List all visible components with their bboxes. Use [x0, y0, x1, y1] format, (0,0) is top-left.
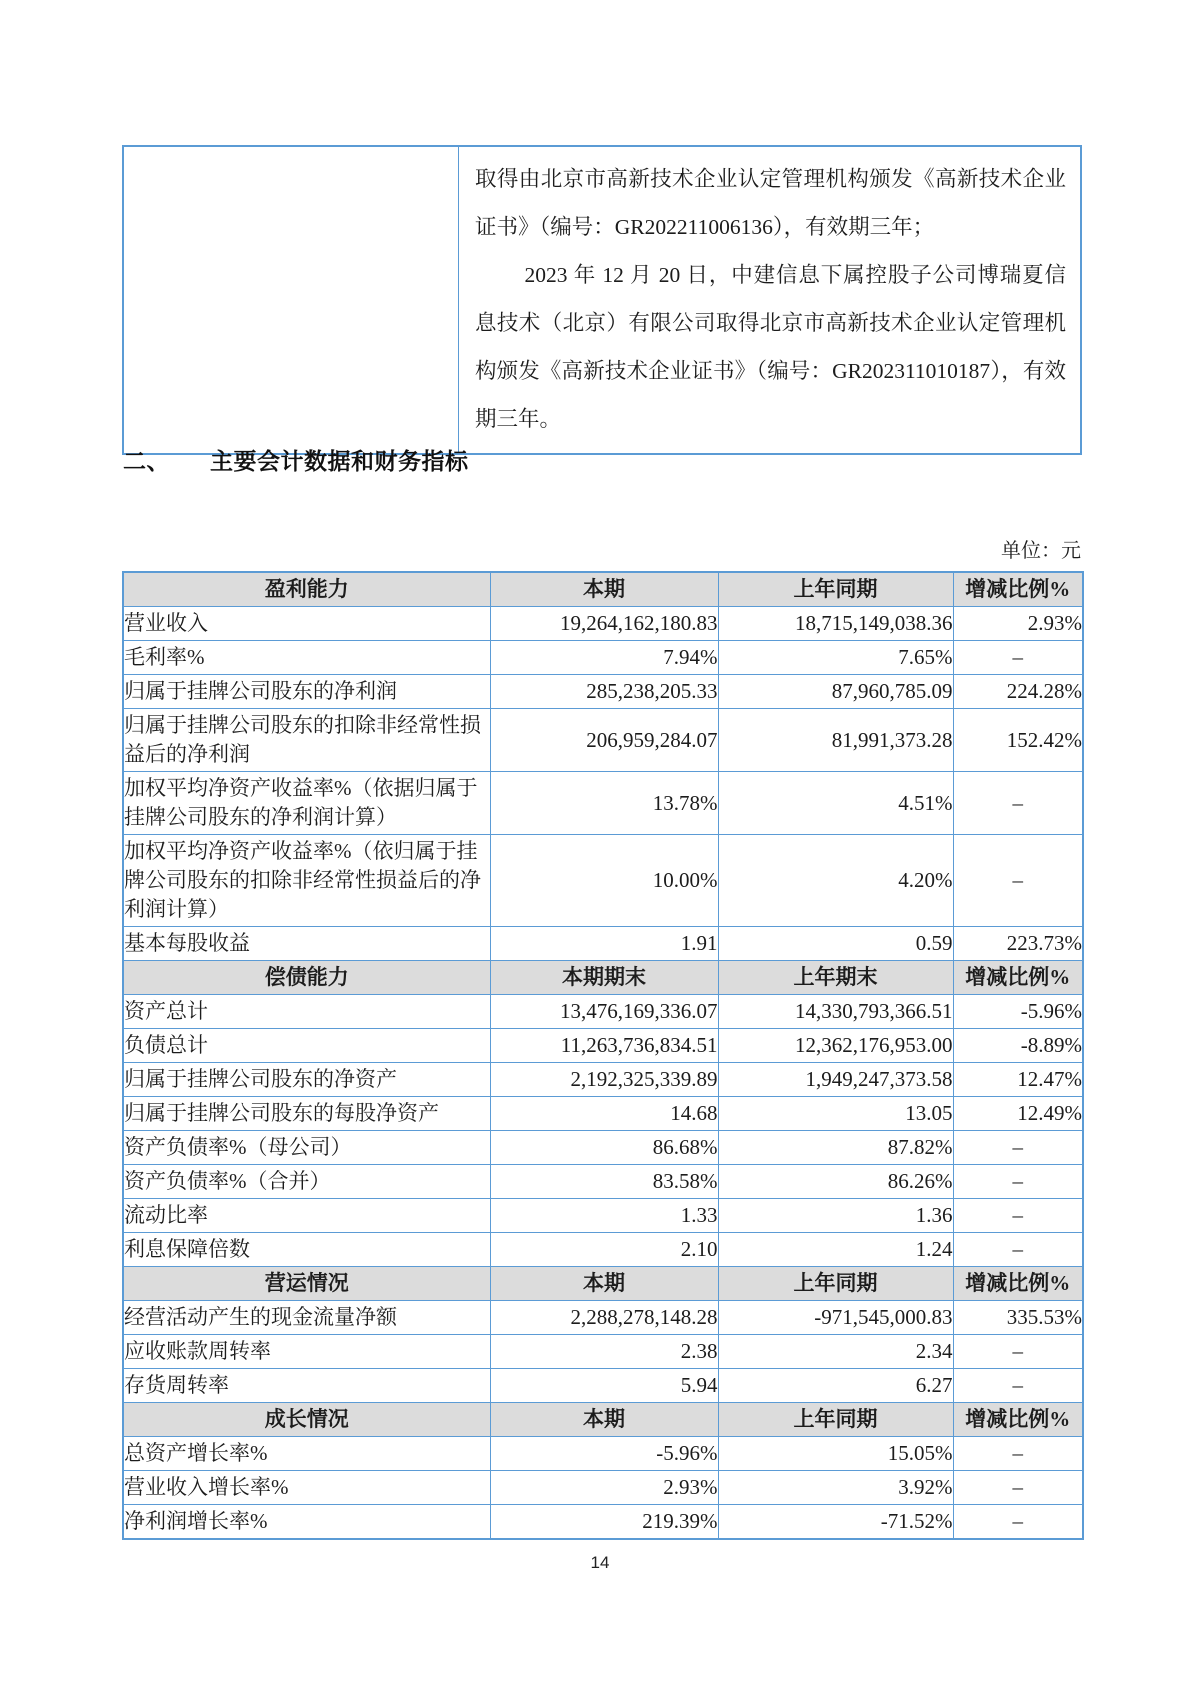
- prior-value-cell: 13.05: [718, 1097, 953, 1131]
- col-header-prior: 上年同期: [718, 1403, 953, 1437]
- metric-row: [123, 772, 1083, 835]
- metric-label-cell: 归属于挂牌公司股东的每股净资产: [123, 1097, 490, 1131]
- section-heading-title: 主要会计数据和财务指标: [210, 448, 469, 474]
- prior-value-cell: 6.27: [718, 1369, 953, 1403]
- prior-value-cell: 15.05%: [718, 1437, 953, 1471]
- col-header-delta: 增减比例%: [953, 1267, 1083, 1301]
- delta-value-cell: –: [953, 1233, 1083, 1267]
- prior-value-cell: 87,960,785.09: [718, 675, 953, 709]
- delta-value-cell: 12.47%: [953, 1063, 1083, 1097]
- col-header-current: 本期: [490, 1403, 718, 1437]
- delta-value-cell: 12.49%: [953, 1097, 1083, 1131]
- metric-row: [123, 1199, 1083, 1233]
- col-header-delta: 增减比例%: [953, 961, 1083, 995]
- certificate-paragraph: 取得由北京市高新技术企业认定管理机构颁发《高新技术企业证书》（编号：GR202211006136），有效期三年；: [475, 167, 1066, 239]
- metric-row: [123, 1063, 1083, 1097]
- metric-row: [123, 607, 1083, 641]
- metric-label-cell: 加权平均净资产收益率%（依归属于挂牌公司股东的扣除非经常性损益后的净利润计算）: [123, 835, 490, 927]
- prior-value-cell: 3.92%: [718, 1471, 953, 1505]
- current-value-cell: 206,959,284.07: [490, 709, 718, 772]
- certificate-table: [122, 145, 1082, 455]
- delta-value-cell: –: [953, 641, 1083, 675]
- current-value-cell: 1.91: [490, 927, 718, 961]
- metric-label-cell: 毛利率%: [123, 641, 490, 675]
- prior-value-cell: 18,715,149,038.36: [718, 607, 953, 641]
- metric-label-cell: 利息保障倍数: [123, 1233, 490, 1267]
- certificate-paragraph: 2023 年 12 月 20 日，中建信息下属控股子公司博瑞夏信息技术（北京）有限公司取得北京市高新技术企业认定管理机构颁发《高新技术企业证书》（编号：GR202311010187），有效期三年。: [475, 263, 1066, 431]
- metric-row: [123, 1165, 1083, 1199]
- current-value-cell: 2,192,325,339.89: [490, 1063, 718, 1097]
- metric-label-cell: 净利润增长率%: [123, 1505, 490, 1540]
- unit-label: 单位：元: [1001, 540, 1081, 562]
- metric-row: [123, 709, 1083, 772]
- current-value-cell: 14.68: [490, 1097, 718, 1131]
- metric-row: [123, 835, 1083, 927]
- current-value-cell: 7.94%: [490, 641, 718, 675]
- delta-value-cell: –: [953, 1437, 1083, 1471]
- section-title-cell: 成长情况: [123, 1403, 490, 1437]
- prior-value-cell: -971,545,000.83: [718, 1301, 953, 1335]
- delta-value-cell: 2.93%: [953, 607, 1083, 641]
- col-header-current: 本期: [490, 1267, 718, 1301]
- delta-value-cell: –: [953, 1335, 1083, 1369]
- table-section-header-row: [123, 1403, 1083, 1437]
- delta-value-cell: 224.28%: [953, 675, 1083, 709]
- section-heading: [123, 443, 469, 476]
- metric-row: [123, 1437, 1083, 1471]
- metric-label-cell: 经营活动产生的现金流量净额: [123, 1301, 490, 1335]
- metric-row: [123, 1471, 1083, 1505]
- current-value-cell: 11,263,736,834.51: [490, 1029, 718, 1063]
- prior-value-cell: 4.51%: [718, 772, 953, 835]
- page-number: 14: [590, 1553, 610, 1572]
- section-title-cell: 偿债能力: [123, 961, 490, 995]
- prior-value-cell: 12,362,176,953.00: [718, 1029, 953, 1063]
- metric-row: [123, 1131, 1083, 1165]
- delta-value-cell: –: [953, 1471, 1083, 1505]
- delta-value-cell: –: [953, 1369, 1083, 1403]
- metric-row: [123, 995, 1083, 1029]
- delta-value-cell: 223.73%: [953, 927, 1083, 961]
- current-value-cell: 19,264,162,180.83: [490, 607, 718, 641]
- certificate-table-text-cell: [459, 147, 1080, 453]
- metric-label-cell: 基本每股收益: [123, 927, 490, 961]
- current-value-cell: 2.38: [490, 1335, 718, 1369]
- metric-row: [123, 675, 1083, 709]
- metric-label-cell: 存货周转率: [123, 1369, 490, 1403]
- prior-value-cell: 2.34: [718, 1335, 953, 1369]
- metric-row: [123, 1301, 1083, 1335]
- metric-row: [123, 1369, 1083, 1403]
- prior-value-cell: 14,330,793,366.51: [718, 995, 953, 1029]
- metric-label-cell: 归属于挂牌公司股东的净利润: [123, 675, 490, 709]
- delta-value-cell: –: [953, 1505, 1083, 1540]
- current-value-cell: 285,238,205.33: [490, 675, 718, 709]
- current-value-cell: 13.78%: [490, 772, 718, 835]
- table-section-header-row: [123, 1267, 1083, 1301]
- financial-table-body: [123, 572, 1083, 1539]
- col-header-prior: 上年期末: [718, 961, 953, 995]
- delta-value-cell: 152.42%: [953, 709, 1083, 772]
- col-header-prior: 上年同期: [718, 1267, 953, 1301]
- prior-value-cell: 1,949,247,373.58: [718, 1063, 953, 1097]
- current-value-cell: 83.58%: [490, 1165, 718, 1199]
- prior-value-cell: 7.65%: [718, 641, 953, 675]
- metric-label-cell: 归属于挂牌公司股东的净资产: [123, 1063, 490, 1097]
- current-value-cell: 13,476,169,336.07: [490, 995, 718, 1029]
- current-value-cell: 2.93%: [490, 1471, 718, 1505]
- delta-value-cell: –: [953, 1165, 1083, 1199]
- section-heading-number: 二、: [123, 448, 170, 474]
- metric-label-cell: 资产负债率%（合并）: [123, 1165, 490, 1199]
- prior-value-cell: 81,991,373.28: [718, 709, 953, 772]
- col-header-prior: 上年同期: [718, 572, 953, 607]
- metric-label-cell: 负债总计: [123, 1029, 490, 1063]
- current-value-cell: 86.68%: [490, 1131, 718, 1165]
- metric-label-cell: 总资产增长率%: [123, 1437, 490, 1471]
- col-header-current: 本期: [490, 572, 718, 607]
- current-value-cell: 2.10: [490, 1233, 718, 1267]
- prior-value-cell: -71.52%: [718, 1505, 953, 1540]
- metric-label-cell: 归属于挂牌公司股东的扣除非经常性损益后的净利润: [123, 709, 490, 772]
- section-title-cell: 营运情况: [123, 1267, 490, 1301]
- col-header-delta: 增减比例%: [953, 1403, 1083, 1437]
- metric-label-cell: 加权平均净资产收益率%（依据归属于挂牌公司股东的净利润计算）: [123, 772, 490, 835]
- delta-value-cell: -8.89%: [953, 1029, 1083, 1063]
- section-title-cell: 盈利能力: [123, 572, 490, 607]
- current-value-cell: 219.39%: [490, 1505, 718, 1540]
- metric-label-cell: 流动比率: [123, 1199, 490, 1233]
- col-header-delta: 增减比例%: [953, 572, 1083, 607]
- table-section-header-row: [123, 961, 1083, 995]
- delta-value-cell: -5.96%: [953, 995, 1083, 1029]
- metric-label-cell: 营业收入: [123, 607, 490, 641]
- metric-row: [123, 1505, 1083, 1540]
- current-value-cell: -5.96%: [490, 1437, 718, 1471]
- prior-value-cell: 1.24: [718, 1233, 953, 1267]
- prior-value-cell: 4.20%: [718, 835, 953, 927]
- metric-row: [123, 927, 1083, 961]
- prior-value-cell: 0.59: [718, 927, 953, 961]
- current-value-cell: 1.33: [490, 1199, 718, 1233]
- certificate-table-empty-cell: [124, 147, 459, 453]
- metric-row: [123, 1097, 1083, 1131]
- table-section-header-row: [123, 572, 1083, 607]
- prior-value-cell: 87.82%: [718, 1131, 953, 1165]
- delta-value-cell: –: [953, 1131, 1083, 1165]
- metric-row: [123, 641, 1083, 675]
- prior-value-cell: 86.26%: [718, 1165, 953, 1199]
- metric-label-cell: 资产负债率%（母公司）: [123, 1131, 490, 1165]
- metric-label-cell: 资产总计: [123, 995, 490, 1029]
- current-value-cell: 5.94: [490, 1369, 718, 1403]
- metric-row: [123, 1233, 1083, 1267]
- delta-value-cell: –: [953, 835, 1083, 927]
- prior-value-cell: 1.36: [718, 1199, 953, 1233]
- metric-label-cell: 营业收入增长率%: [123, 1471, 490, 1505]
- financial-indicators-table: [122, 571, 1084, 1540]
- delta-value-cell: –: [953, 772, 1083, 835]
- metric-label-cell: 应收账款周转率: [123, 1335, 490, 1369]
- current-value-cell: 10.00%: [490, 835, 718, 927]
- delta-value-cell: –: [953, 1199, 1083, 1233]
- col-header-current: 本期期末: [490, 961, 718, 995]
- delta-value-cell: 335.53%: [953, 1301, 1083, 1335]
- current-value-cell: 2,288,278,148.28: [490, 1301, 718, 1335]
- metric-row: [123, 1029, 1083, 1063]
- metric-row: [123, 1335, 1083, 1369]
